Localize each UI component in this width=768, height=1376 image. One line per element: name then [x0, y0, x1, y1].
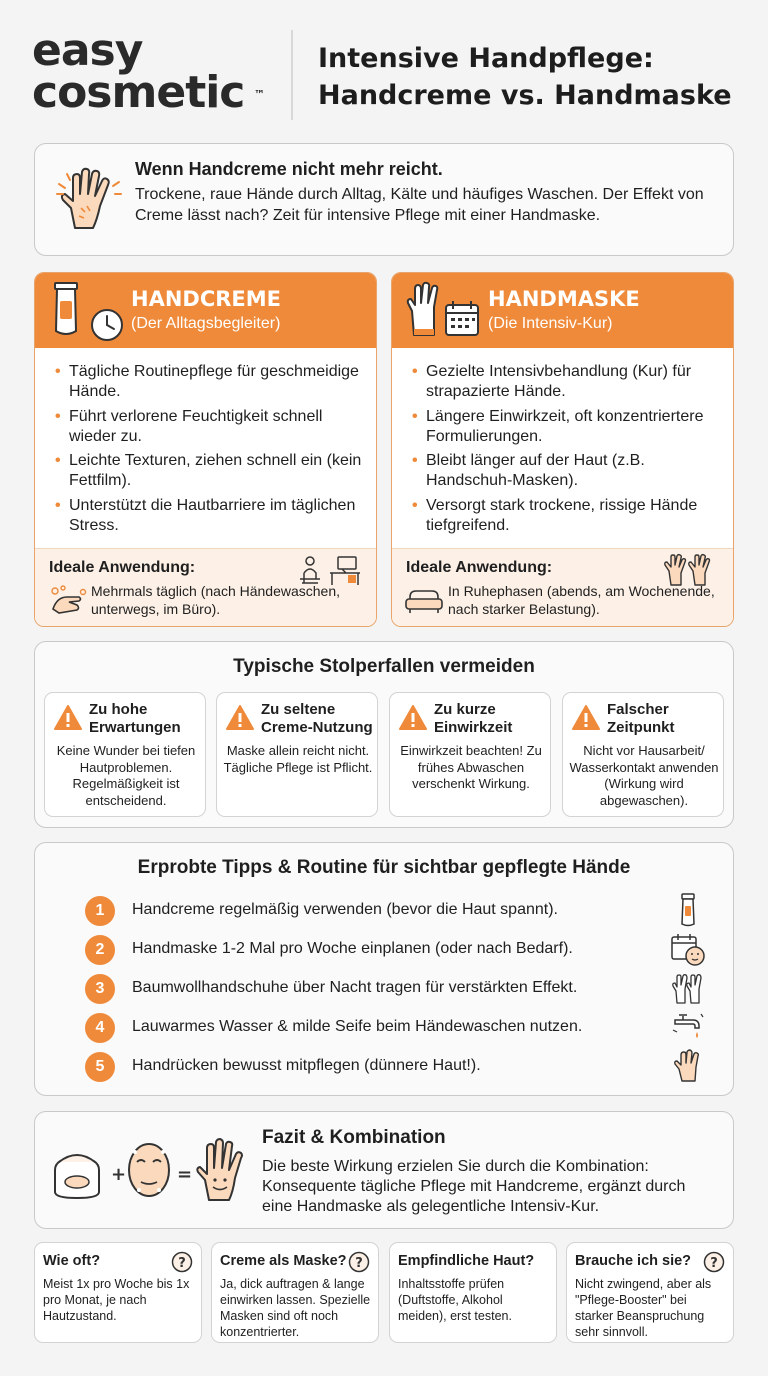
- hand-icon: [671, 1049, 705, 1083]
- tip-text: Baumwollhandschuhe über Nacht tragen für verstärkten Effekt.: [132, 979, 578, 996]
- faq-heading: Creme als Maske?: [220, 1253, 347, 1269]
- intro-text: Trockene, raue Hände durch Alltag, Kälte und häufiges Waschen. Der Effekt von Creme lässt nach? Zeit für intensive Pflege mit einer Handmaske.: [135, 186, 704, 224]
- pitfall-title: Falscher Zeitpunkt: [607, 701, 675, 736]
- pitfall-title: Zu hohe Erwartungen: [89, 701, 181, 736]
- dry-hand-icon: [53, 164, 123, 234]
- question-icon: [171, 1251, 193, 1273]
- warning-icon: [225, 704, 255, 731]
- glove-icon: [408, 283, 438, 335]
- pitfall-text: Keine Wunder bei tiefen Hautproblemen. Regelmäßigkeit ist entscheidend.: [56, 743, 196, 808]
- pitfall-title: Zu seltene Creme-Nutzung: [261, 701, 373, 736]
- faucet-icon: [671, 1010, 705, 1044]
- pitfall-item: [216, 692, 378, 817]
- clock-icon: [92, 310, 122, 340]
- list-item: • Versorgt stark trockene, rissige Hände tiefgreifend.: [412, 496, 719, 536]
- tip-number: 3: [85, 974, 115, 1004]
- svg-text:?: ?: [178, 1256, 186, 1271]
- cream-tube-icon: [671, 893, 705, 927]
- tip-number: 4: [85, 1013, 115, 1043]
- list-item: • Längere Einwirkzeit, oft konzentriertere Formulierungen.: [412, 407, 719, 447]
- pitfall-item: [562, 692, 724, 817]
- handmaske-title: HANDMASKE: [488, 287, 640, 311]
- faq-text: Meist 1x pro Woche bis 1x pro Monat, je nach Hautzustand.: [43, 1277, 190, 1323]
- handcreme-usage-text: Mehrmals täglich (nach Händewaschen, unterwegs, im Büro).: [91, 583, 341, 617]
- question-icon: [348, 1251, 370, 1273]
- faq-text: Inhaltsstoffe prüfen (Duftstoffe, Alkohol meiden), erst testen.: [398, 1277, 512, 1323]
- handcreme-title: HANDCREME: [131, 287, 282, 311]
- list-item: • Tägliche Routinepflege für geschmeidige Hände.: [55, 362, 362, 402]
- handcreme-usage-heading: Ideale Anwendung:: [49, 559, 196, 576]
- tip-text: Handrücken bewusst mitpflegen (dünnere Haut!).: [132, 1057, 481, 1074]
- handcreme-subtitle: (Der Alltagsbegleiter): [131, 315, 281, 332]
- faq-card: [34, 1242, 202, 1343]
- page-title-line2: Handcreme vs. Handmaske: [318, 80, 732, 111]
- question-icon: [703, 1251, 725, 1273]
- pitfall-text: Nicht vor Hausarbeit/ Wasserkontakt anwenden (Wirkung wird abgewaschen).: [569, 743, 719, 808]
- tip-text: Handmaske 1-2 Mal pro Woche einplanen (oder nach Bedarf).: [132, 940, 573, 957]
- handcreme-usage: [35, 548, 376, 626]
- brand-line1: easy: [32, 25, 143, 76]
- warning-icon: [398, 704, 428, 731]
- handmaske-header: [392, 273, 733, 348]
- pitfall-text: Einwirkzeit beachten! Zu frühes Abwaschen verschenkt Wirkung.: [400, 743, 542, 791]
- warning-icon: [571, 704, 601, 731]
- cream-tube-icon: [55, 283, 77, 334]
- list-item: [85, 893, 705, 927]
- handcreme-bullets: [35, 348, 376, 536]
- sofa-icon: [404, 583, 444, 617]
- list-item: • Führt verlorene Feuchtigkeit schnell wieder zu.: [55, 407, 362, 447]
- fazit-text: Die beste Wirkung erzielen Sie durch die Kombination: Konsequente tägliche Pflege mit Handcreme, ergänzt durch eine Handmaske als gelegentliche Intensiv-Kur.: [262, 1158, 686, 1215]
- list-item: [85, 932, 705, 966]
- handmaske-subtitle: (Die Intensiv-Kur): [488, 315, 613, 332]
- tips-card: [34, 842, 734, 1096]
- tip-number: 1: [85, 896, 115, 926]
- handmaske-card: [391, 272, 734, 627]
- list-item: • Gezielte Intensivbehandlung (Kur) für strapazierte Hände.: [412, 362, 719, 402]
- list-item: [85, 1049, 705, 1083]
- faq-card: [389, 1242, 557, 1343]
- svg-text:?: ?: [710, 1256, 718, 1271]
- equals-sign: =: [177, 1164, 193, 1185]
- faq-card: [566, 1242, 734, 1343]
- calendar-icon: [446, 301, 478, 335]
- svg-text:?: ?: [355, 1256, 363, 1271]
- fazit-heading: Fazit & Kombination: [262, 1127, 446, 1148]
- tip-number: 2: [85, 935, 115, 965]
- page-title-line1: Intensive Handpflege:: [318, 43, 654, 74]
- brand-line2: cosmetic: [32, 67, 245, 118]
- page-title: [318, 40, 758, 114]
- intro-card: [34, 143, 734, 256]
- handmaske-usage-heading: Ideale Anwendung:: [406, 559, 553, 576]
- pitfall-title: Zu kurze Einwirkzeit: [434, 701, 513, 736]
- happy-hand-icon: [197, 1139, 242, 1200]
- header-divider: [291, 30, 293, 120]
- handmaske-usage: [392, 548, 733, 626]
- intro-heading: Wenn Handcreme nicht mehr reicht.: [135, 159, 443, 179]
- handcreme-header-icons: [45, 279, 129, 343]
- faq-heading: Brauche ich sie?: [575, 1253, 692, 1269]
- tip-number: 5: [85, 1052, 115, 1082]
- pitfall-item: [389, 692, 551, 817]
- fazit-card: [34, 1111, 734, 1229]
- gloves-icon: [671, 971, 705, 1005]
- pitfalls-card: [34, 641, 734, 828]
- brand-trademark: ™: [254, 88, 265, 101]
- handcreme-header: [35, 273, 376, 348]
- faq-heading: Wie oft?: [43, 1253, 101, 1269]
- tip-text: Handcreme regelmäßig verwenden (bevor die Haut spannt).: [132, 901, 558, 918]
- plus-sign: +: [111, 1164, 127, 1185]
- list-item: [85, 1010, 705, 1044]
- handmaske-header-icons: [402, 279, 486, 343]
- tips-title: Erprobte Tipps & Routine für sichtbar gepflegte Hände: [137, 857, 631, 878]
- pitfall-item: [44, 692, 206, 817]
- handmaske-usage-text: In Ruhephasen (abends, am Wochenende, nach starker Belastung).: [448, 583, 715, 617]
- calendar-mask-icon: [671, 932, 705, 966]
- list-item: • Bleibt länger auf der Haut (z.B. Handschuh-Masken).: [412, 451, 719, 491]
- faq-text: Nicht zwingend, aber als "Pflege-Booster" bei starker Beanspruchung sehr sinnvoll.: [575, 1277, 712, 1339]
- list-item: • Unterstützt die Hautbarriere im täglichen Stress.: [55, 496, 362, 536]
- tip-text: Lauwarmes Wasser & milde Seife beim Händewaschen nutzen.: [132, 1018, 583, 1035]
- face-mask-icon: [129, 1144, 169, 1196]
- list-item: [85, 971, 705, 1005]
- handmaske-bullets: [392, 348, 733, 536]
- warning-icon: [53, 704, 83, 731]
- faq-heading: Empfindliche Haut?: [398, 1253, 535, 1269]
- handwash-icon: [47, 583, 87, 617]
- cream-jar-icon: [55, 1155, 99, 1198]
- faq-card: [211, 1242, 379, 1343]
- pitfalls-title: Typische Stolperfallen vermeiden: [233, 656, 535, 677]
- pitfall-text: Maske allein reicht nicht. Tägliche Pflege ist Pflicht.: [223, 743, 373, 775]
- combination-icon: [49, 1134, 255, 1206]
- brand-logo: [32, 25, 265, 118]
- handcreme-card: [34, 272, 377, 627]
- list-item: • Leichte Texturen, ziehen schnell ein (kein Fettfilm).: [55, 451, 362, 491]
- faq-text: Ja, dick auftragen & lange einwirken lassen. Spezielle Masken sind oft noch konzentrierter.: [220, 1277, 371, 1339]
